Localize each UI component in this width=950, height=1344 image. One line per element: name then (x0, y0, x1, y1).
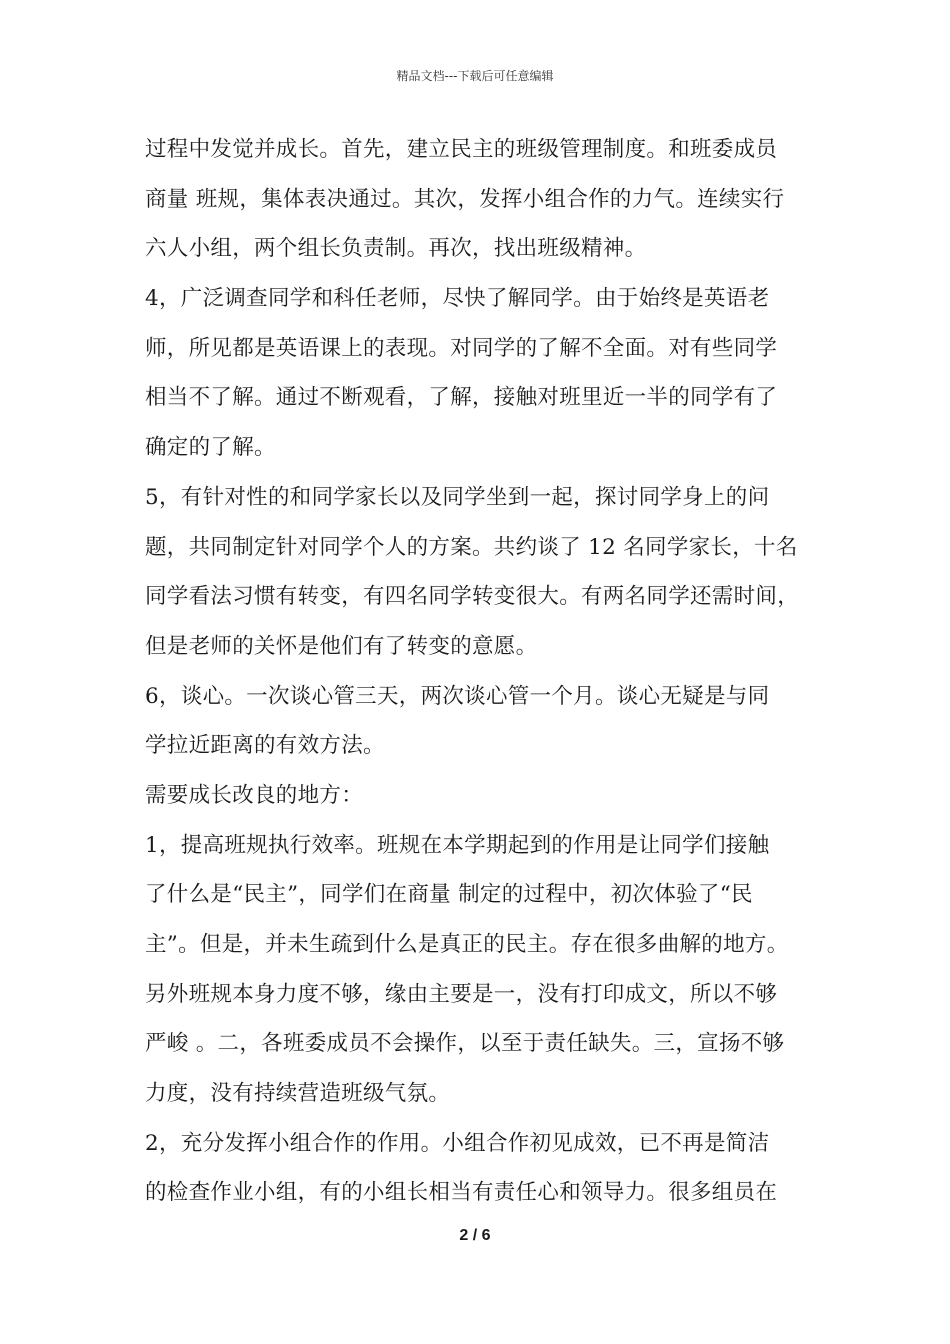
body-line: 学拉近距离的有效方法。 (145, 733, 385, 759)
body-line: 确定的了解。 (145, 435, 276, 461)
body-line: 相当不了解。通过不断观看，了解，接触对班里近一半的同学有了 (145, 385, 778, 411)
body-line: 的检查作业小组，有的小组长相当有责任心和领导力。很多组员在 (145, 1180, 778, 1206)
page-number: 2 / 6 (459, 1227, 491, 1244)
body-line: 但是老师的关怀是他们有了转变的意愿。 (145, 633, 538, 659)
body-line: 6，谈心。一次谈心管三天，两次谈心管一个月。谈心无疑是与同 (145, 683, 770, 709)
body-line: 严峻 。二，各班委成员不会操作，以至于责任缺失。三，宣扬不够 (145, 1031, 785, 1057)
body-line: 同学看法习惯有转变，有四名同学转变很大。有两名同学还需时间， (145, 584, 800, 610)
body-line: 商量 班规，集体表决通过。其次，发挥小组合作的力气。连续实行 (145, 186, 785, 212)
body-line: 师，所见都是英语课上的表现。对同学的了解不全面。对有些同学 (145, 335, 778, 361)
body-line: 4，广泛调查同学和科任老师，尽快了解同学。由于始终是英语老 (145, 286, 770, 312)
body-line: 六人小组，两个组长负责制。再次，找出班级精神。 (145, 236, 647, 262)
body-line: 题，共同制定针对同学个人的方案。共约谈了 12 名同学家长，十名 (145, 534, 798, 560)
body-line: 1，提高班规执行效率。班规在本学期起到的作用是让同学们接触 (145, 832, 770, 858)
body-line: 需要成长改良的地方： (145, 782, 364, 808)
body-line: 主”。但是，并未生疏到什么是真正的民主。存在很多曲解的地方。 (145, 932, 789, 957)
body-line: 另外班规本身力度不够，缘由主要是一，没有打印成文，所以不够 (145, 981, 778, 1007)
body-line: 5，有针对性的和同学家长以及同学坐到一起，探讨同学身上的问 (145, 484, 770, 510)
document-body (145, 125, 825, 1218)
body-line: 2，充分发挥小组合作的作用。小组合作初见成效，已不再是简洁 (145, 1130, 770, 1156)
body-line: 力度，没有持续营造班级气氛。 (145, 1081, 451, 1107)
page-header: 精品文档---下载后可任意编辑 (396, 69, 554, 83)
body-line: 了什么是“民主”，同学们在商量 制定的过程中，初次体验了“民 (145, 882, 753, 908)
body-line: 过程中发觉并成长。首先，建立民主的班级管理制度。和班委成员 (145, 137, 778, 162)
